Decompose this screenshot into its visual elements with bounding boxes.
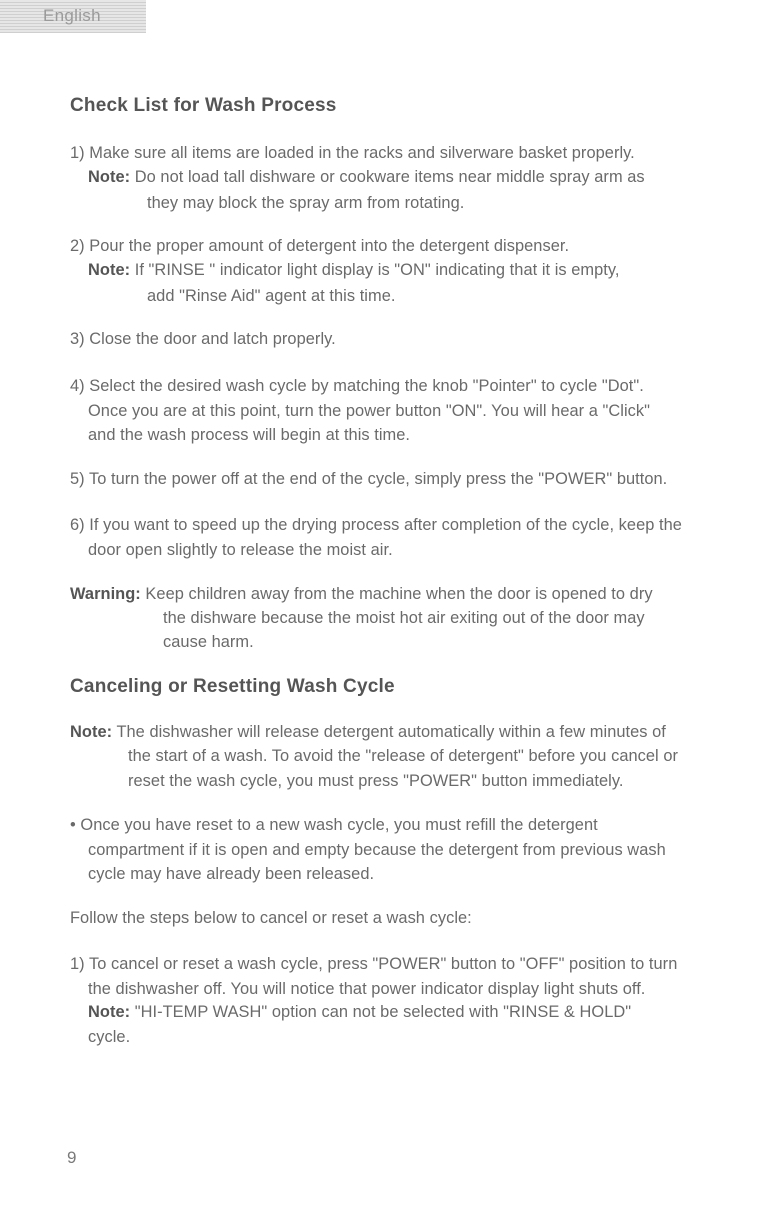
note-label: Note: bbox=[88, 168, 131, 186]
cancel-step-1-note bbox=[88, 1004, 631, 1020]
step-3-text: 3) Close the door and latch properly. bbox=[70, 330, 336, 348]
page-number: 9 bbox=[67, 1148, 77, 1167]
cancel-step-1-note-text-1: "HI-TEMP WASH" option can not be selected with "RINSE & HOLD" bbox=[134, 1003, 632, 1021]
warning-label: Warning: bbox=[70, 585, 141, 603]
step-2-text: 2) Pour the proper amount of detergent into the detergent dispenser. bbox=[70, 237, 570, 255]
step-1-note bbox=[88, 169, 645, 185]
bullet-text-3: cycle may have already been released. bbox=[88, 865, 375, 883]
cancel-step-1-text-1: 1) To cancel or reset a wash cycle, press "POWER" button to "OFF" position to turn bbox=[70, 955, 678, 973]
step-1-note-text-1: Do not load tall dishware or cookware items near middle spray arm as bbox=[134, 168, 645, 186]
section2-note-text-2: the start of a wash. To avoid the "release of detergent" before you cancel or bbox=[128, 747, 679, 765]
follow-steps-text: Follow the steps below to cancel or reset a wash cycle: bbox=[70, 909, 472, 927]
step-5-text: 5) To turn the power off at the end of the cycle, simply press the "POWER" button. bbox=[70, 470, 668, 488]
section-heading-check-list: Check List for Wash Process bbox=[70, 95, 337, 116]
step-6-text-1: 6) If you want to speed up the drying process after completion of the cycle, keep the bbox=[70, 516, 682, 534]
note-label: Note: bbox=[88, 1003, 131, 1021]
warning bbox=[70, 586, 653, 602]
warning-text-2: the dishware because the moist hot air exiting out of the door may bbox=[163, 609, 645, 627]
language-tab bbox=[0, 0, 146, 33]
language-label: English bbox=[43, 6, 101, 25]
warning-text-1: Keep children away from the machine when the door is opened to dry bbox=[145, 585, 653, 603]
section2-note-text-3: reset the wash cycle, you must press "POWER" button immediately. bbox=[128, 772, 624, 790]
step-1-text: 1) Make sure all items are loaded in the racks and silverware basket properly. bbox=[70, 144, 635, 162]
step-4-text-2: Once you are at this point, turn the power button "ON". You will hear a "Click" bbox=[88, 402, 651, 420]
note-label: Note: bbox=[70, 723, 113, 741]
cancel-step-1-text-2: the dishwasher off. You will notice that power indicator display light shuts off. bbox=[88, 980, 646, 998]
step-6-text-2: door open slightly to release the moist air. bbox=[88, 541, 393, 559]
section2-note-text-1: The dishwasher will release detergent automatically within a few minutes of bbox=[116, 723, 666, 741]
warning-text-3: cause harm. bbox=[163, 633, 254, 651]
note-label: Note: bbox=[88, 261, 131, 279]
step-4-text-1: 4) Select the desired wash cycle by matching the knob "Pointer" to cycle "Dot". bbox=[70, 377, 644, 395]
bullet-text-1: • Once you have reset to a new wash cycle, you must refill the detergent bbox=[70, 816, 598, 834]
step-2-note-text-1: If "RINSE " indicator light display is "ON" indicating that it is empty, bbox=[134, 261, 620, 279]
step-1-note-text-2: they may block the spray arm from rotating. bbox=[147, 194, 465, 212]
step-2-note bbox=[88, 262, 620, 278]
step-2-note-text-2: add "Rinse Aid" agent at this time. bbox=[147, 287, 396, 305]
bullet-text-2: compartment if it is open and empty because the detergent from previous wash bbox=[88, 841, 666, 859]
step-4-text-3: and the wash process will begin at this time. bbox=[88, 426, 411, 444]
section-heading-canceling: Canceling or Resetting Wash Cycle bbox=[70, 676, 395, 697]
section2-note bbox=[70, 724, 666, 740]
cancel-step-1-note-text-2: cycle. bbox=[88, 1028, 131, 1046]
